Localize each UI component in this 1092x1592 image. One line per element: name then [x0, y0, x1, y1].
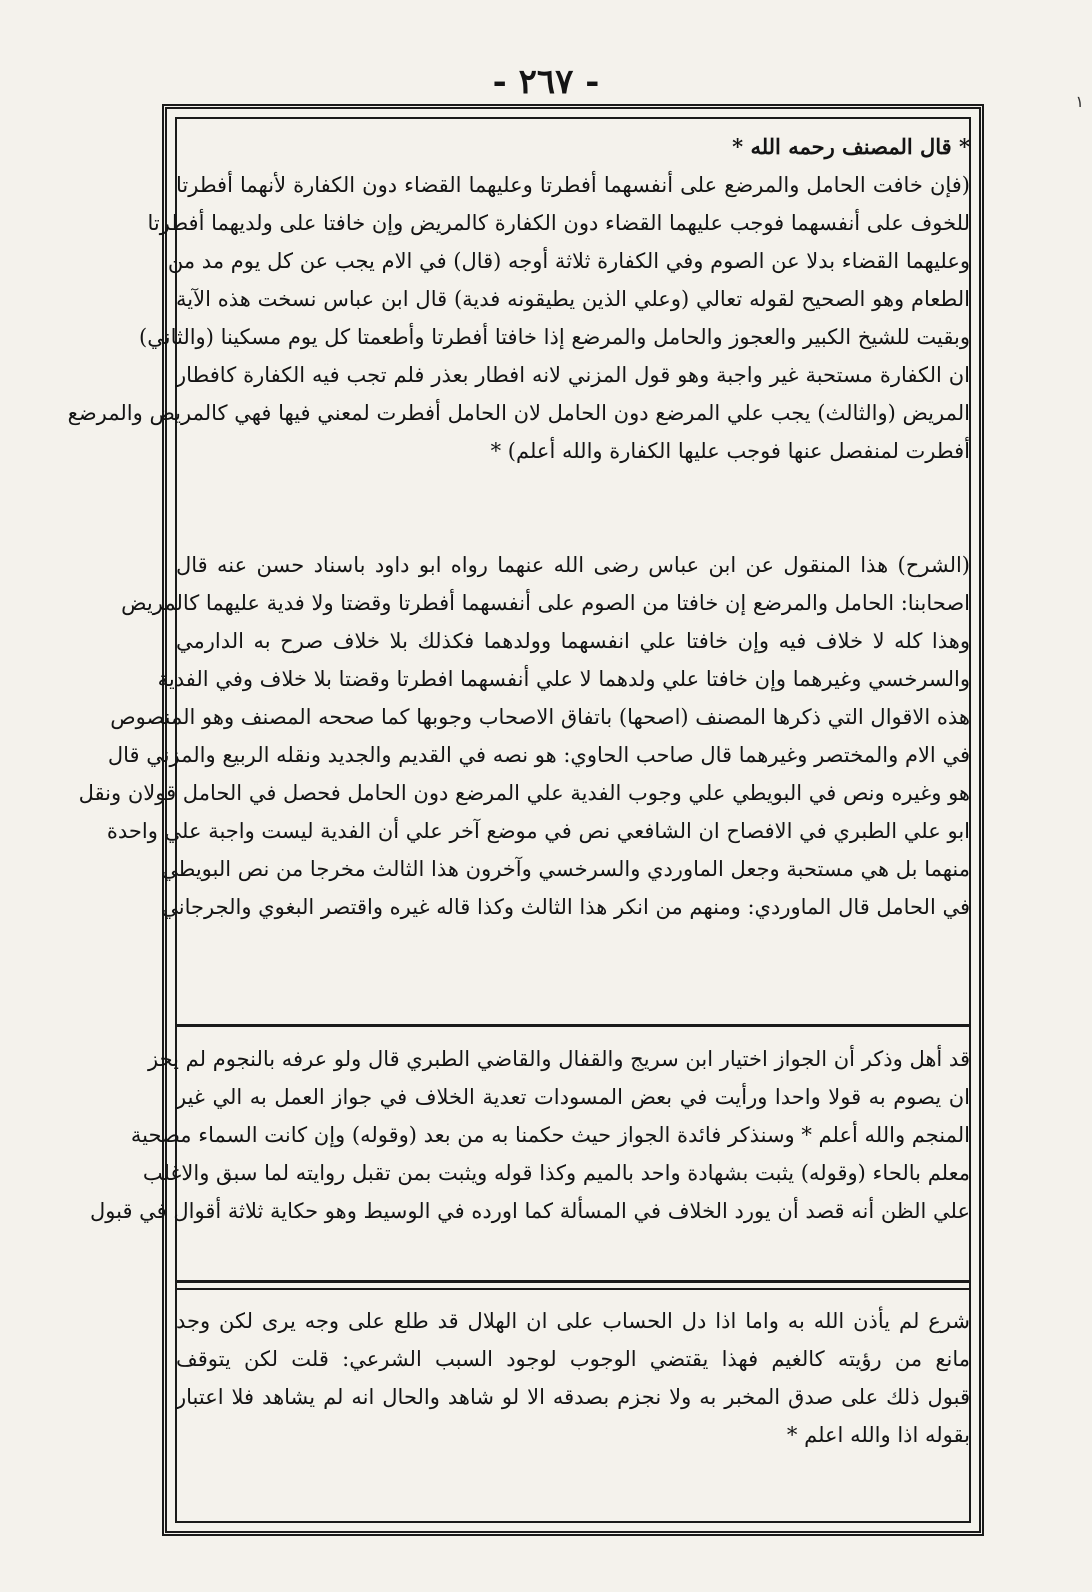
matn-line: الطعام وهو الصحيح لقوله تعالي (وعلي الذين يطيقونه فدية) قال ابن عباس نسخت هذه الآية	[176, 287, 970, 311]
footnote-line: علي الظن أنه قصد أن يورد الخلاف في المسألة كما اورده في الوسيط وهو حكاية ثلاثة أقوال في قبول	[90, 1199, 970, 1223]
matn-line: وبقيت للشيخ الكبير والعجوز والحامل والمرضع إذا خافتا أفطرتا وأطعمتا كل يوم مسكينا (والثاني)	[139, 325, 970, 349]
section-divider	[176, 1024, 970, 1027]
footnote-line: بقوله اذا والله اعلم *	[786, 1423, 970, 1447]
matn-line: المريض (والثالث) يجب علي المرضع دون الحامل لان الحامل أفطرت لمعني فيها فهي كالمريض والمرضع	[67, 401, 970, 425]
page-number: - ٢٦٧ -	[492, 62, 600, 102]
sharh-line: وهذا كله لا خلاف فيه وإن خافتا علي انفسهما وولدهما فكذلك بلا خلاف صرح به الدارمي	[176, 629, 970, 653]
sharh-line: اصحابنا: الحامل والمرضع إن خافتا من الصوم على أنفسهما أفطرتا وقضتا ولا فدية عليهما كالمريض	[121, 591, 970, 615]
matn-line: للخوف على أنفسهما فوجب عليهما القضاء دون الكفارة كالمريض وإن خافتا على ولديهما أفطرتا	[147, 211, 970, 235]
footnote-line: ان يصوم به قولا واحدا ورأيت في بعض المسودات تعدية الخلاف في جواز العمل به الي غير	[176, 1085, 970, 1109]
footnote-line: شرع لم يأذن الله به واما اذا دل الحساب على ان الهلال قد طلع على وجه يرى لكن وجد	[176, 1309, 970, 1333]
sharh-line: في الام والمختصر وغيرهما قال صاحب الحاوي: هو نصه في القديم والجديد ونقله الربيع والمزني قال	[107, 743, 970, 767]
matn-heading: * قال المصنف رحمه الله *	[732, 134, 970, 159]
section-divider	[176, 1280, 970, 1283]
matn-line: أفطرت لمنفصل عنها فوجب عليها الكفارة والله أعلم) *	[490, 439, 970, 463]
sharh-line: في الحامل قال الماوردي: ومنهم من انكر هذا الثالث وكذا قاله غيره واقتصر البغوي والجرجاني	[161, 895, 970, 919]
sharh-line: والسرخسي وغيرهما وإن خافتا علي ولدهما لا علي أنفسهما افطرتا وقضتا بلا خلاف وفي الفدية	[157, 667, 970, 691]
footnote-line: قبول ذلك على صدق المخبر به ولا نجزم بصدقه الا لو شاهد والحال انه لم يشاهد فلا اعتبار	[176, 1385, 970, 1409]
sharh-line: (الشرح) هذا المنقول عن ابن عباس رضى الله عنهما رواه ابو داود باسناد حسن عنه قال	[176, 553, 970, 577]
footnote-line: معلم بالحاء (وقوله) يثبت بشهادة واحد بالميم وكذا قوله ويثبت بمن تقبل روايته لما سبق والاغلب	[142, 1161, 970, 1185]
sharh-line: منهما بل هي مستحبة وجعل الماوردي والسرخسي وآخرون هذا الثالث مخرجا من نص البويطي	[161, 857, 970, 881]
footnote-line: المنجم والله أعلم * وسنذكر فائدة الجواز حيث حكمنا به من بعد (وقوله) وإن كانت السماء مصحية	[130, 1123, 970, 1147]
matn-line: (فإن خافت الحامل والمرضع على أنفسهما أفطرتا وعليهما القضاء دون الكفارة لأنهما أفطرتا	[176, 173, 970, 197]
margin-mark: ١	[1075, 92, 1084, 111]
footnote-line: مانع من رؤيته كالغيم فهذا يقتضي الوجوب لوجود السبب الشرعي: قلت لكن يتوقف	[176, 1347, 970, 1371]
matn-line: وعليهما القضاء بدلا عن الصوم وفي الكفارة ثلاثة أوجه (قال) في الام يجب عن كل يوم مد من	[167, 249, 970, 273]
footnote-two	[176, 1302, 970, 1454]
footnote-line: قد أهل وذكر أن الجواز اختيار ابن سريج والقفال والقاضي الطبري قال ولو عرفه بالنجوم لم يجز	[148, 1047, 970, 1071]
sharh-line: هذه الاقوال التي ذكرها المصنف (اصحها) باتفاق الاصحاب وجوبها كما صححه المصنف وهو المنصوص	[110, 705, 970, 729]
sharh-line: ابو علي الطبري في الافصاح ان الشافعي نص في موضع آخر علي أن الفدية ليست واجبة علي واحدة	[106, 819, 970, 843]
section-divider	[176, 1288, 970, 1290]
sharh-section	[78, 546, 970, 926]
matn-line: ان الكفارة مستحبة غير واجبة وهو قول المزني لانه افطار بعذر فلم تجب فيه الكفارة كافطار	[176, 363, 970, 387]
sharh-line: هو وغيره ونص في البويطي علي وجوب الفدية علي المرضع دون الحامل فحصل في الحامل قولان ونقل	[78, 781, 970, 805]
matn-section	[67, 128, 970, 470]
footnote-one	[90, 1040, 970, 1230]
